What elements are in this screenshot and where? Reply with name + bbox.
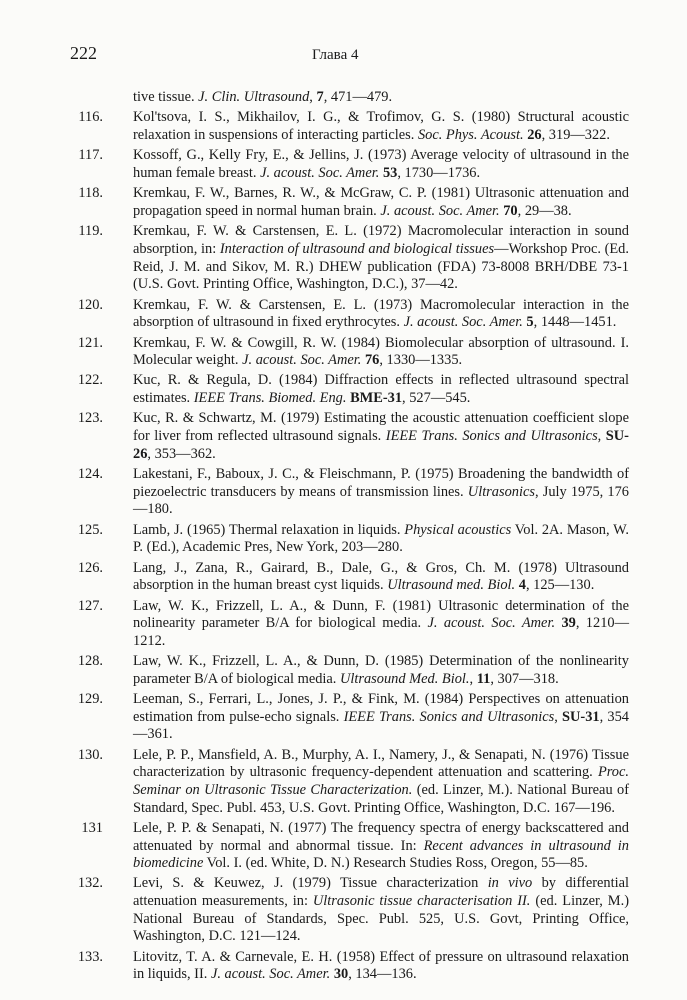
reference-text: tive tissue.	[133, 89, 199, 105]
reference-entry	[63, 598, 629, 651]
reference-text: Lele, P. P. & Senapati, N. (1977) The frequency spectra of energy backscattered and attenuated by normal and abnormal tissue. In:	[133, 819, 629, 854]
reference-number: 119.	[78, 223, 103, 240]
reference-source-title: Recent advances in ultrasound in biomedicine	[133, 837, 630, 872]
reference-entry	[63, 297, 629, 332]
reference-number: 133.	[77, 948, 103, 965]
reference-text: Kremkau, F. W., Barnes, R. W., & McGraw, C. P. (1981) Ultrasonic attenuation and propagation speed in normal human brain.	[133, 185, 629, 219]
reference-volume: 39	[561, 615, 576, 632]
reference-text: —Workshop Proc. (Ed. Reid, J. M. and Sikov, M. R.) DHEW publication (FDA) 73-8008 BRH/DBE 73-1 (U.S. Govt. Printing Office, Washington, D.C.), 37—42.	[133, 240, 629, 293]
reference-number: 123.	[77, 410, 103, 427]
reference-text: (ed. Linzer, M.) National Bureau of Standards, Spec. Publ. 525, U.S. Govt, Printing Office, Washington, D.C. 121—124.	[133, 893, 629, 945]
reference-number: 126.	[77, 559, 103, 576]
reference-volume: 4	[518, 577, 526, 594]
reference-source-title: IEEE Trans. Sonics and Ultrasonics	[343, 708, 555, 725]
reference-text: Leeman, S., Ferrari, L., Jones, J. P., & Fink, M. (1984) Perspectives on attenuation estimation from pulse-echo signals.	[133, 691, 629, 725]
reference-text: , 125—130.	[525, 577, 595, 594]
reference-text: , 527—545.	[402, 390, 471, 407]
reference-text: Lang, J., Zana, R., Gairard, B., Dale, G., & Gros, Ch. M. (1978) Ultrasound absorption in the human breast cyst liquids.	[133, 559, 629, 594]
reference-text: Kremkau, F. W. & Cowgill, R. W. (1984) Biomolecular absorption of ultrasound. I. Molecular weight.	[133, 334, 629, 369]
reference-text: , 134—136.	[348, 966, 417, 983]
reference-number: 131	[81, 819, 103, 836]
reference-text: Lele, P. P., Mansfield, A. B., Murphy, A. I., Namery, J., & Senapati, N. (1976) Tissue characterization by ultrasonic frequency-dependent attenuation and scattering.	[133, 746, 629, 781]
running-head: Глава 4	[312, 47, 359, 63]
reference-source-title: J. acoust. Soc. Amer.	[210, 966, 331, 983]
reference-source-title: Soc. Phys. Acoust.	[417, 126, 524, 143]
reference-entry	[63, 691, 629, 744]
reference-text: , 354—361.	[133, 708, 629, 743]
reference-text: ,	[469, 670, 477, 687]
reference-text: Vol. I. (ed. White, D. N.) Research Studies Ross, Oregon, 55—85.	[203, 855, 588, 872]
reference-text: Kol'tsova, I. S., Mikhailov, I. G., & Trofimov, G. S. (1980) Structural acoustic relaxation in suspensions of interacting particles.	[133, 109, 629, 143]
reference-text: , 319—322.	[541, 126, 610, 143]
reference-text: , 1210—1212.	[133, 615, 629, 649]
reference-text: by differential attenuation measurements, in:	[133, 875, 630, 910]
reference-source-title: IEEE Trans. Biomed. Eng.	[193, 390, 347, 407]
reference-text: Lamb, J. (1965) Thermal relaxation in liquids.	[133, 521, 405, 538]
reference-text: , 1730—1736.	[397, 164, 481, 181]
reference-text: Kuc, R. & Schwartz, M. (1979) Estimating the acoustic attenuation coefficient slope for liver from reflected ultrasound signals.	[133, 410, 629, 445]
reference-source-title: J. acoust. Soc. Amer.	[242, 352, 362, 369]
reference-source-title: J. acoust. Soc. Amer.	[427, 615, 556, 632]
reference-entry	[63, 185, 629, 220]
reference-text: , 353—362.	[147, 445, 216, 462]
reference-text: , 471—479.	[323, 89, 393, 105]
reference-list	[63, 89, 629, 987]
reference-volume: 11	[476, 670, 491, 687]
reference-source-title: Physical acoustics	[404, 521, 512, 538]
reference-entry	[63, 522, 629, 557]
reference-source-title: J. acoust. Soc. Amer.	[380, 202, 500, 219]
reference-source-title: Interaction of ultrasound and biological tissues	[219, 240, 495, 257]
reference-text: Litovitz, T. A. & Carnevale, E. H. (1958) Effect of pressure on ultrasound relaxation in liquids, II.	[133, 948, 629, 983]
reference-number: 120.	[77, 296, 103, 313]
reference-number: 130.	[77, 746, 103, 763]
reference-number: 129.	[77, 691, 103, 708]
reference-entry	[63, 747, 629, 817]
reference-entry	[63, 653, 629, 688]
reference-text: ,	[554, 708, 563, 725]
reference-text: , July 1975, 176—180.	[133, 483, 629, 518]
reference-source-title: IEEE Trans. Sonics and Ultrasonics	[385, 428, 598, 445]
reference-entry	[63, 820, 629, 873]
reference-text: ,	[309, 89, 317, 105]
reference-entry	[63, 223, 629, 293]
reference-number: 132.	[77, 875, 103, 892]
reference-text: , 1448—1451.	[533, 314, 617, 331]
reference-entry	[63, 560, 629, 595]
reference-volume: BME-31	[350, 390, 403, 407]
reference-source-title: Proc. Seminar on Ultrasonic Tissue Characterization.	[133, 764, 629, 798]
reference-text: ,	[597, 428, 606, 445]
reference-entry	[63, 335, 629, 370]
reference-entry	[63, 147, 629, 182]
reference-volume: SU-26	[133, 428, 629, 462]
reference-text: Lakestani, F., Baboux, J. C., & Fleischmann, P. (1975) Broadening the bandwidth of piezoelectric transducers by means of transmission lines.	[133, 466, 629, 500]
reference-source-title: J. Clin. Ultrasound	[198, 89, 310, 105]
reference-entry	[63, 372, 629, 407]
reference-text: Kremkau, F. W. & Carstensen, E. L. (1973) Macromolecular interaction in the absorption of ultrasound in fixed erythrocytes.	[133, 296, 629, 331]
reference-volume: 70	[503, 202, 518, 219]
reference-number: 117.	[78, 147, 103, 164]
reference-source-title: Ultrasonics	[467, 483, 535, 500]
reference-number: 125.	[77, 521, 103, 538]
reference-volume: 30	[333, 966, 349, 983]
reference-number: 124.	[77, 466, 103, 483]
reference-source-title: J. acoust. Soc. Amer.	[403, 314, 523, 331]
reference-text: Law, W. K., Frizzell, L. A., & Dunn, F. (1981) Ultrasonic determination of the nolinearity parameter B/A for biological media.	[133, 597, 629, 632]
reference-text: Law, W. K., Frizzell, L. A., & Dunn, D. (1985) Determination of the nonlinearity parameter B/A of biological media.	[133, 653, 629, 687]
reference-entry	[63, 410, 629, 463]
reference-number: 128.	[77, 653, 103, 670]
reference-volume: 7	[316, 89, 324, 105]
reference-volume: SU-31	[562, 708, 600, 725]
reference-number: 121.	[77, 334, 103, 351]
reference-source-title: J. acoust. Soc. Amer.	[260, 164, 380, 181]
reference-volume: 5	[526, 314, 534, 331]
reference-number: 116.	[78, 109, 103, 126]
reference-number: 127.	[77, 597, 103, 614]
reference-number: 118.	[78, 185, 103, 202]
reference-entry	[63, 875, 629, 945]
page-number: 222	[70, 43, 97, 63]
reference-text: Kremkau, F. W. & Carstensen, E. L. (1972) Macromolecular interaction in sound absorption, in:	[133, 223, 629, 257]
reference-text: , 1330—1335.	[379, 352, 463, 369]
reference-source-title: Ultrasound med. Biol.	[387, 577, 516, 594]
reference-volume: 76	[364, 352, 380, 369]
reference-volume: 53	[382, 164, 398, 181]
reference-entry	[63, 949, 629, 984]
reference-entry	[63, 89, 629, 107]
reference-text: , 29—38.	[517, 202, 572, 219]
reference-text: (ed. Linzer, M.). National Bureau of Standard, Spec. Publ. 453, U.S. Govt. Printing Office, Washington, D.C. 167—196.	[133, 781, 630, 816]
reference-text: Kuc, R. & Regula, D. (1984) Diffraction effects in reflected ultrasound spectral estimates.	[133, 372, 629, 407]
reference-entry	[63, 109, 629, 144]
reference-text: Levi, S. & Keuwez, J. (1979) Tissue characterization	[133, 875, 488, 892]
reference-text: Kossoff, G., Kelly Fry, E., & Jellins, J. (1973) Average velocity of ultrasound in the human female breast.	[133, 147, 629, 181]
reference-entry	[63, 466, 629, 519]
reference-volume: 26	[527, 126, 542, 143]
reference-text: Vol. 2A. Mason, W. P. (Ed.), Academic Pres, New York, 203—280.	[133, 521, 629, 556]
reference-number: 122.	[77, 372, 103, 389]
reference-source-title: in vivo	[487, 875, 533, 892]
reference-source-title: Ultrasonic tissue characterisation II.	[312, 893, 531, 910]
reference-text: , 307—318.	[490, 670, 559, 687]
reference-source-title: Ultrasound Med. Biol.	[340, 670, 470, 687]
